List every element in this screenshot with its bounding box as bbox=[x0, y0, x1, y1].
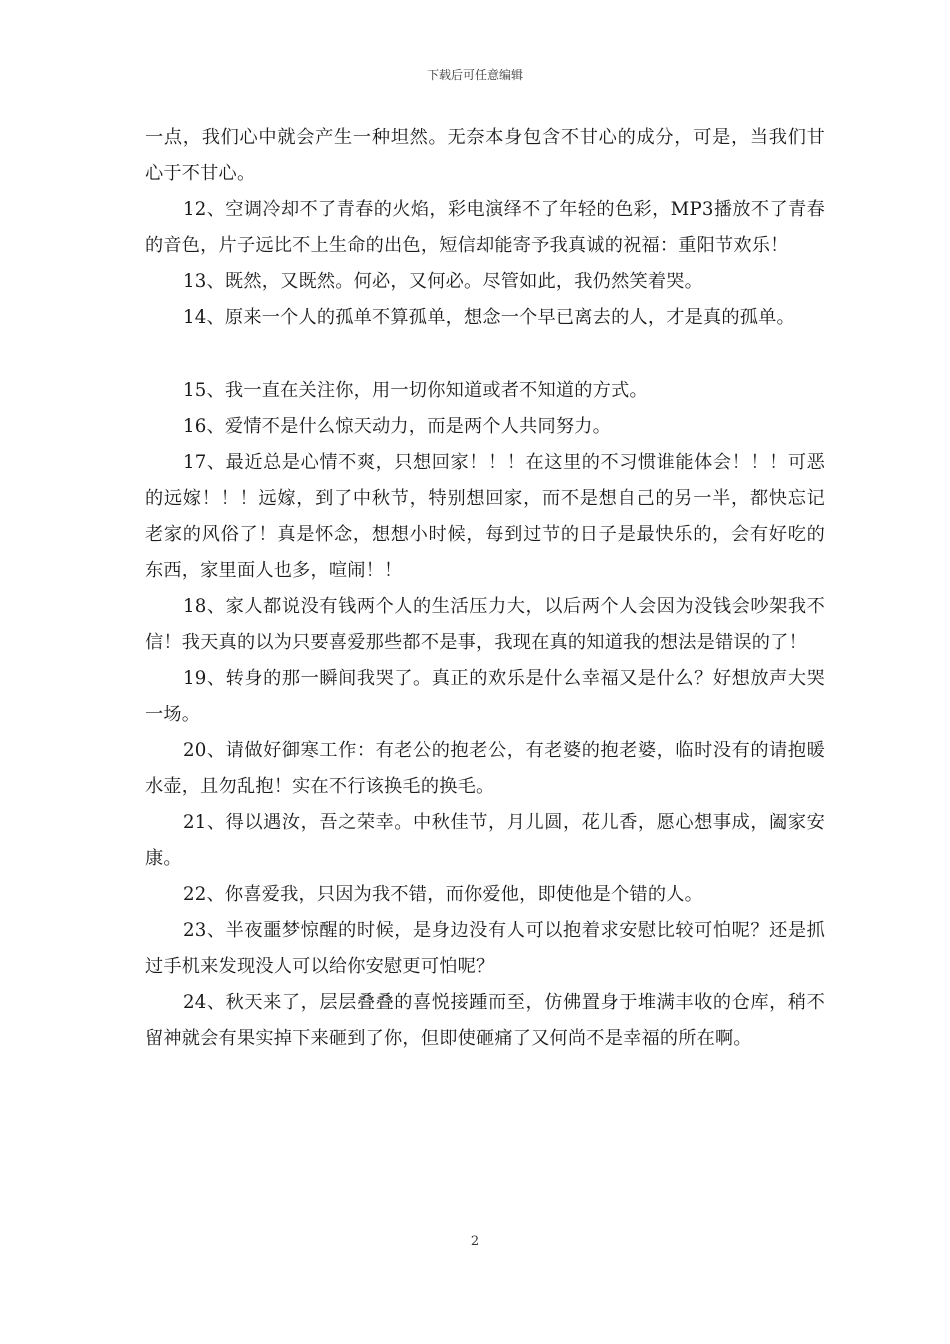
paragraph-spacer bbox=[145, 336, 825, 373]
paragraph-23: 23、半夜噩梦惊醒的时候，是身边没有人可以抱着求安慰比较可怕呢？还是抓过手机来发现没人可以给你安慰更可怕呢？ bbox=[145, 920, 825, 977]
page-number: 2 bbox=[470, 1234, 480, 1249]
paragraph-12: 12、空调冷却不了青春的火焰，彩电演绎不了年轻的色彩，MP3播放不了青春的音色，片子远比不上生命的出色，短信却能寄予我真诚的祝福：重阳节欢乐！ bbox=[145, 199, 825, 256]
paragraph-18: 18、家人都说没有钱两个人的生活压力大，以后两个人会因为没钱会吵架我不信！我天真的以为只要喜爱那些都不是事，我现在真的知道我的想法是错误的了！ bbox=[145, 596, 825, 653]
paragraph-22: 22、你喜爱我，只因为我不错，而你爱他，即使他是个错的人。 bbox=[183, 884, 704, 905]
paragraph-19: 19、转身的那一瞬间我哭了。真正的欢乐是什么幸福又是什么？好想放声大哭一场。 bbox=[145, 668, 825, 725]
paragraph-17: 17、最近总是心情不爽，只想回家！！！在这里的不习惯谁能体会！！！可恶的远嫁！！！远嫁，到了中秋节，特别想回家，而不是想自己的另一半，都快忘记老家的风俗了！真是怀念，想想小时候，每到过节的日子是最快乐的，会有好吃的东西，家里面人也多，喧闹！！ bbox=[145, 452, 825, 581]
paragraph-20: 20、请做好御寒工作：有老公的抱老公，有老婆的抱老婆，临时没有的请抱暖水壶，且勿乱抱！实在不行该换毛的换毛。 bbox=[145, 740, 825, 797]
paragraph-24: 24、秋天来了，层层叠叠的喜悦接踵而至，仿佛置身于堆满丰收的仓库，稍不留神就会有果实掉下来砸到了你，但即使砸痛了又何尚不是幸福的所在啊。 bbox=[145, 992, 825, 1049]
paragraph-13: 13、既然，又既然。何必，又何必。尽管如此，我仍然笑着哭。 bbox=[183, 271, 704, 292]
paragraph-16: 16、爱情不是什么惊天动力，而是两个人共同努力。 bbox=[183, 416, 612, 437]
paragraph-continuation: 一点，我们心中就会产生一种坦然。无奈本身包含不甘心的成分，可是，当我们甘心于不甘心。 bbox=[145, 127, 825, 184]
paragraph-14: 14、原来一个人的孤单不算孤单，想念一个早已离去的人，才是真的孤单。 bbox=[183, 307, 795, 328]
page-header: 下载后可任意编辑 bbox=[426, 68, 523, 82]
paragraph-21: 21、得以遇汝，吾之荣幸。中秋佳节，月儿圆，花儿香，愿心想事成，阖家安康。 bbox=[145, 812, 825, 869]
document-body bbox=[145, 120, 825, 1057]
paragraph-15: 15、我一直在关注你，用一切你知道或者不知道的方式。 bbox=[183, 380, 648, 401]
